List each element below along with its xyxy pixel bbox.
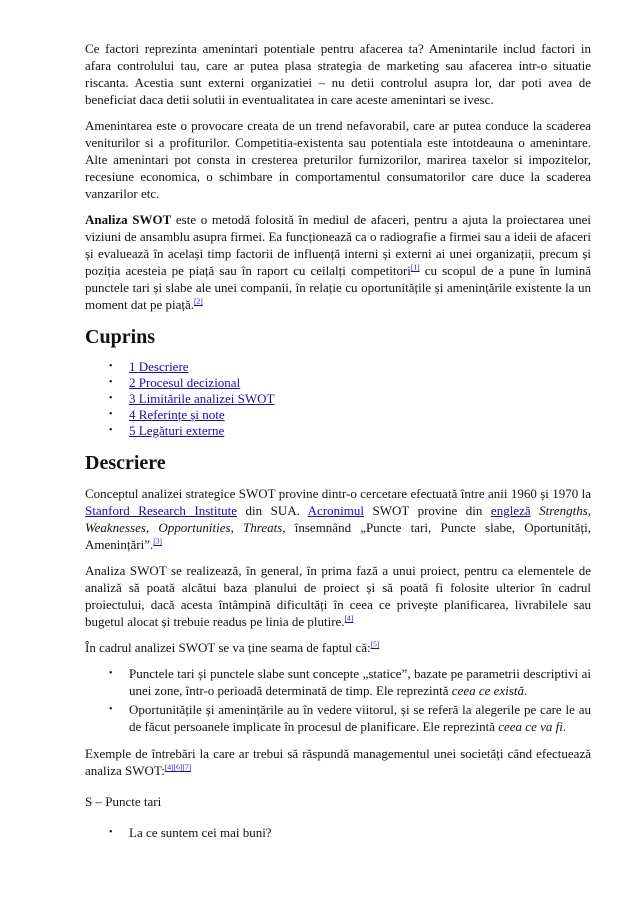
swot-english-terms: Strengths, Weaknesses, Opportunities, Threats <box>85 503 592 535</box>
list-item <box>85 701 591 735</box>
intro-text-a: este o metodă folosită în mediul de afaceri, pentru a ajuta la proiectarea unei viziuni de ansamblu asupra firmei. Ea funcționează ca o radiografie a firmei sau a ideii de afaceri și evaluează în același timp factorii de influență interni și externi ai unei organizații, precum și poziția acesteia pe piață sau în raport cu ceilalți competitori <box>85 212 592 278</box>
toc-link-limitari[interactable]: 3 Limitările analizei SWOT <box>129 391 275 406</box>
swot-points-list <box>85 665 591 735</box>
list-item <box>85 665 591 699</box>
stanford-link[interactable]: Stanford Research Institute <box>85 503 238 518</box>
intro-paragraph-1: Ce factori reprezinta amenintari potentiale pentru afacerea ta? Amenintarile includ factori in afara controlului tau, care ar putea plasa strategia de marketing sau afacerea intr-o situatie riscanta. Acestia sunt externi organizatiei – nu detii controlul asupra lor, dar poti avea de beneficiat daca detii solutii in eventualitatea in care aceste amenintari se ivesc. <box>85 41 591 107</box>
point-emphasis: ceea ce există <box>451 683 524 698</box>
point-emphasis: ceea ce va fi <box>498 719 563 734</box>
toc-item <box>85 423 591 439</box>
descriere-text-c: SWOT provine din <box>364 503 491 518</box>
point-text: Punctele tari și punctele slabe sunt concepte „statice”, bazate pe parametrii descriptivi ai unei zone, într-o perioadă determinată de timp. Ele reprezintă <box>129 666 591 698</box>
point-text: Oportunitățile și amenințările au în vedere viitorul, și se referă la alegerile pe care le au de făcut persoanele implicate în procesul de planificare. Ele reprezintă <box>129 702 591 734</box>
document-page <box>85 40 591 851</box>
toc-link-referinte[interactable]: 4 Referințe și note <box>129 407 225 422</box>
acronim-link[interactable]: Acronimul <box>307 503 364 518</box>
descriere-paragraph-3 <box>85 639 591 656</box>
point-end: . <box>523 683 528 698</box>
strengths-label: S – Puncte tari <box>85 794 162 809</box>
intro-text-b: cu scopul de a pune în lumină punctele tari și slabe ale unei companii, în relație cu oportunitățile și amenințările existente la un moment dat pe piață. <box>85 263 591 312</box>
toc-item <box>85 391 591 407</box>
engleza-link[interactable]: engleză <box>490 503 531 518</box>
descriere-text-d <box>531 503 540 518</box>
toc-item <box>85 375 591 391</box>
descriere-text-e: , însemnând „Puncte tari, Puncte slabe, Oportunități, Amenințări”. <box>85 520 591 552</box>
descriere-text-a: Conceptul analizei strategice SWOT provine dintr-o cercetare efectuată între anii 1960 și 1970 la <box>85 486 591 501</box>
descriere-p2-text: Analiza SWOT se realizează, în general, în prima fază a unui proiect, pentru ca elementele de analiză să poată alcătui baza planului de proiect și să poată fi folosite ulterior în cadrul proiectului, dacă acesta întâmpină dificultăți în ceea ce privește planificarea, livrabilele sau bugetul alocat și trebuie readus pe linia de plutire. <box>85 563 591 629</box>
toc-item <box>85 407 591 423</box>
list-item: • La ce suntem cei mai buni? <box>85 824 591 841</box>
section-heading-descriere: Descriere <box>85 452 166 474</box>
descriere-paragraph-4 <box>85 745 591 779</box>
descriere-text-b: din SUA. <box>237 503 308 518</box>
toc-item <box>85 359 591 375</box>
toc-link-descriere[interactable]: 1 Descriere <box>129 359 189 374</box>
descriere-paragraph-1 <box>85 485 591 553</box>
toc-link-legaturi-externe[interactable]: 5 Legături externe <box>129 423 225 438</box>
reference-link-3[interactable]: [3] <box>153 536 162 546</box>
point-end: . <box>562 719 567 734</box>
descriere-paragraph-2 <box>85 562 591 630</box>
reference-link-5[interactable]: [5] <box>370 639 380 649</box>
reference-link-4[interactable]: [4] <box>344 613 354 623</box>
reference-link-2[interactable]: [2] <box>194 296 203 306</box>
descriere-p3-text: În cadrul analizei SWOT se va ține seama de faptul că: <box>85 640 371 655</box>
reference-link-1[interactable]: [1] <box>410 262 420 272</box>
reference-links-4-6-7[interactable]: [4][6][7] <box>164 762 192 772</box>
intro-paragraph-2: Amenintarea este o provocare creata de un trend nefavorabil, care ar putea conduce la scaderea veniturilor si a profiturilor. Competitia-existenta sau potentiala este intotdeauna o amenintare. Alte amenintari pot consta in cresterea preturilor furnizorilor, marirea taxelor si impozitelor, recesiune economica, o schimbare in comportamentul consumatorilor care duce la scaderea vanzarilor etc. <box>85 118 591 201</box>
toc-heading: Cuprins <box>85 326 156 348</box>
table-of-contents <box>85 359 591 439</box>
swot-bold-term: Analiza SWOT <box>85 212 172 227</box>
toc-link-procesul-decizional[interactable]: 2 Procesul decizional <box>129 375 241 390</box>
intro-paragraph-3 <box>85 211 591 313</box>
strengths-questions-list <box>85 824 591 841</box>
descriere-p4-text: Exemple de întrebări la care ar trebui să răspundă managementul unei societăți când efectuează analiza SWOT: <box>85 746 591 778</box>
